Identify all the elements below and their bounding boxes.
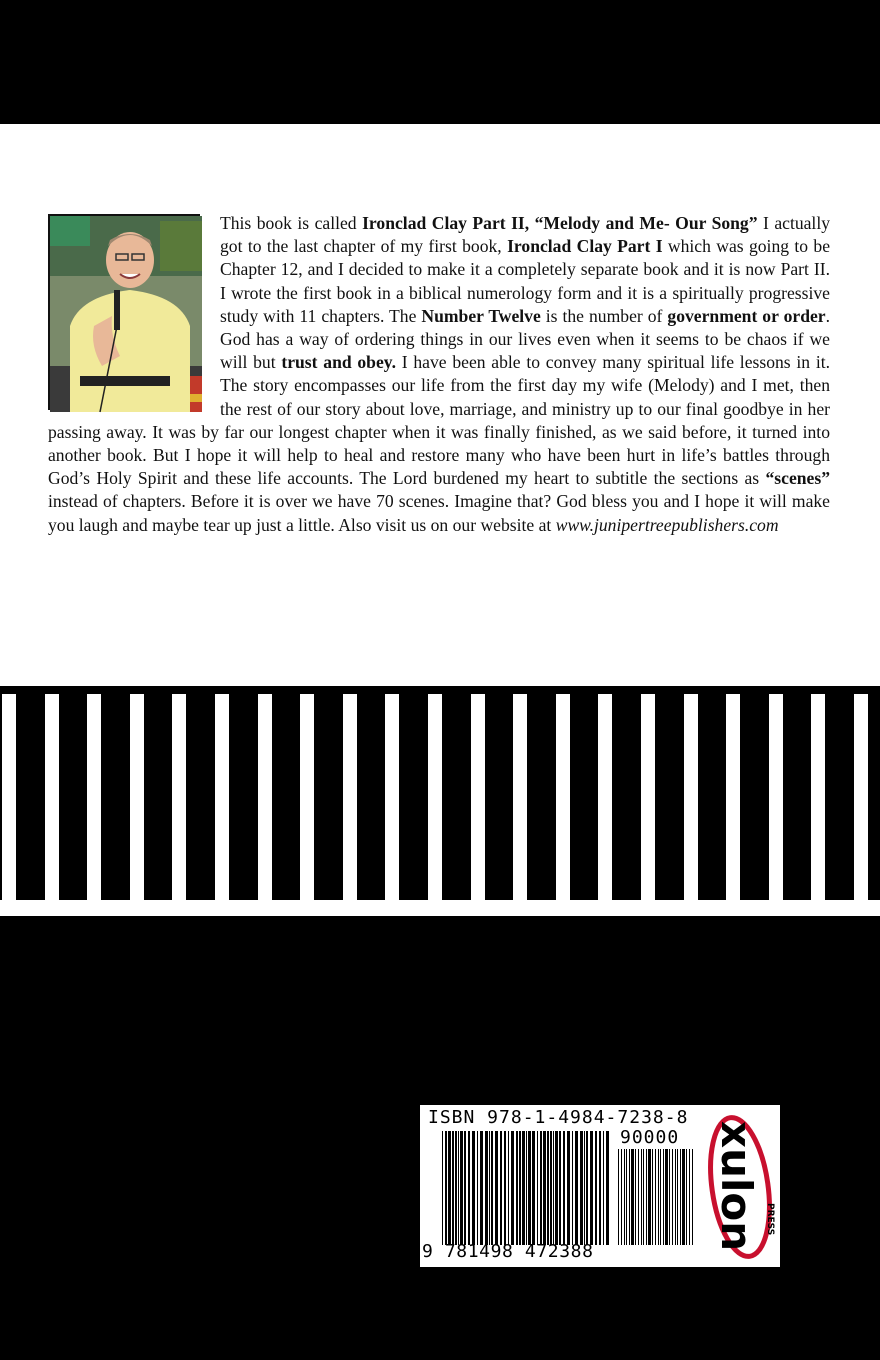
barcode-bar <box>686 1149 687 1245</box>
stripe <box>556 694 570 902</box>
barcode-bar <box>477 1131 478 1245</box>
barcode-bar <box>618 1149 619 1245</box>
barcode-bar <box>480 1131 483 1245</box>
barcode-bar <box>584 1131 585 1245</box>
white-divider-line <box>0 900 880 916</box>
stripe <box>300 694 314 902</box>
website-link[interactable]: www.junipertreepublishers.com <box>555 514 779 535</box>
stripe <box>215 694 229 902</box>
barcode-bar <box>621 1149 622 1245</box>
stripe <box>87 694 101 902</box>
barcode-bar <box>458 1131 459 1245</box>
barcode-bar <box>559 1131 561 1245</box>
barcode-bar <box>646 1149 647 1245</box>
stripe <box>684 694 698 902</box>
stripe <box>2 694 16 902</box>
barcode-bar <box>680 1149 681 1245</box>
barcode-bar <box>675 1149 676 1245</box>
barcode-bar <box>648 1149 651 1245</box>
barcode-bar <box>452 1131 454 1245</box>
stripe <box>854 694 868 902</box>
barcode-bar <box>500 1131 502 1245</box>
barcode-bar <box>464 1131 466 1245</box>
barcode-bar <box>665 1149 668 1245</box>
book-title-part-one: Ironclad Clay Part I <box>507 236 663 257</box>
barcode-bar <box>643 1149 644 1245</box>
barcode-bar <box>563 1131 565 1245</box>
barcode-bar <box>638 1149 639 1245</box>
barcode-bars <box>442 1131 610 1245</box>
barcode-bar <box>655 1149 656 1245</box>
barcode-bar <box>626 1149 627 1245</box>
barcode-bar <box>553 1131 554 1245</box>
blurb-panel <box>0 124 880 686</box>
barcode-bar <box>448 1131 451 1245</box>
barcode-bar <box>485 1131 488 1245</box>
barcode-bar <box>550 1131 552 1245</box>
barcode-bar <box>663 1149 664 1245</box>
barcode-bar <box>555 1131 558 1245</box>
xulon-press-logo <box>702 1113 775 1261</box>
barcode-bar <box>567 1131 570 1245</box>
stripe <box>45 694 59 902</box>
barcode-bar <box>682 1149 685 1245</box>
stripe <box>471 694 485 902</box>
barcode-bar <box>689 1149 690 1245</box>
barcode-bar <box>472 1131 475 1245</box>
barcode-bar <box>537 1131 538 1245</box>
barcode-bar <box>624 1149 625 1245</box>
barcode-bar <box>504 1131 506 1245</box>
stripe <box>172 694 186 902</box>
stripe <box>641 694 655 902</box>
barcode-bar <box>599 1131 601 1245</box>
government-order: government or order <box>667 305 826 326</box>
stripe <box>726 694 740 902</box>
barcode-addon-bars <box>618 1149 694 1245</box>
back-cover-blurb: This book is called Ironclad Clay Part II, “Melody and Me- Our Song” I actually got to the last chapter of my first book, Ironclad Clay Part I which was going to be Chapter 12, and I decided to make it a completely separate book and it is now Part II. I wrote the first book in a biblical numerology form and it is a spiritually progressive study with 11 chapters. The Number Twelve is the number of government or order. God has a way of ordering things in our lives even when it seems to be chaos if we will but trust and obey. I have been able to convey many spiritual life lessons in it. The story encompasses our life from the first day my wife (Melody) and I met, then the rest of our story about love, marriage, and ministry up to our final goodbye in her passing away. It was by far our longest chapter when it was finally finished, as we said before, it turned into another book. But I hope it will help to heal and restore many who have been hurt in life’s battles through God’s Holy Spirit and these life accounts. The Lord burdened my heart to subtitle the sections as “scenes” instead of chapters. Before it is over we have 70 scenes. Imagine that? God bless you and I hope it will make you laugh and maybe tear up just a little. Also visit us on our website at www.junipertreepublishers.com <box>48 213 831 535</box>
stripe <box>258 694 272 902</box>
logo-press: PRESS <box>765 1203 775 1236</box>
barcode-bar <box>677 1149 678 1245</box>
top-black-band <box>0 0 880 124</box>
barcode-bar <box>445 1131 447 1245</box>
stripe <box>598 694 612 902</box>
stripe <box>385 694 399 902</box>
stripe <box>130 694 144 902</box>
barcode-bar <box>672 1149 673 1245</box>
stripe <box>343 694 357 902</box>
barcode-digits: 9 781498 472388 <box>422 1241 594 1262</box>
stripe-row <box>0 688 880 908</box>
barcode-bar <box>586 1131 588 1245</box>
barcode-bar <box>635 1149 636 1245</box>
barcode-bar <box>519 1131 521 1245</box>
book-title-part-two: Ironclad Clay Part II, “Melody and Me- Our Song” <box>362 213 758 233</box>
barcode-bar <box>652 1149 653 1245</box>
isbn-label: ISBN 978-1-4984-7238-8 <box>428 1107 689 1128</box>
barcode-bar <box>543 1131 546 1245</box>
barcode-bar <box>575 1131 578 1245</box>
barcode-bar <box>460 1131 463 1245</box>
barcode-bar <box>522 1131 525 1245</box>
barcode-bar <box>590 1131 593 1245</box>
logo-wordmark: xulon <box>712 1121 761 1252</box>
barcode-bar <box>660 1149 661 1245</box>
barcode-bar <box>631 1149 634 1245</box>
stripe <box>513 694 527 902</box>
price-code: 90000 <box>620 1127 680 1148</box>
barcode-bar <box>629 1149 630 1245</box>
number-twelve: Number Twelve <box>421 305 541 326</box>
barcode-bar <box>468 1131 470 1245</box>
barcode-bar <box>528 1131 531 1245</box>
barcode-bar <box>511 1131 514 1245</box>
barcode-bar <box>658 1149 659 1245</box>
barcode-bar <box>572 1131 573 1245</box>
barcode-bar <box>489 1131 490 1245</box>
barcode-bar <box>580 1131 583 1245</box>
stripe <box>811 694 825 902</box>
trust-obey: trust and obey. <box>281 352 397 373</box>
barcode-bar <box>526 1131 527 1245</box>
barcode-bar <box>455 1131 457 1245</box>
barcode-bar <box>641 1149 642 1245</box>
barcode-bar <box>532 1131 535 1245</box>
barcode-bar <box>669 1149 670 1245</box>
barcode-bar <box>692 1149 693 1245</box>
barcode-bar <box>442 1131 443 1245</box>
barcode-bar <box>491 1131 493 1245</box>
barcode-box <box>420 1105 780 1267</box>
barcode-bar <box>603 1131 604 1245</box>
barcode-bar <box>495 1131 498 1245</box>
barcode-bar <box>547 1131 549 1245</box>
piano-stripe-band <box>0 686 880 916</box>
barcode-bar <box>595 1131 597 1245</box>
barcode-bar <box>606 1131 609 1245</box>
barcode-bar <box>540 1131 542 1245</box>
stripe <box>769 694 783 902</box>
scenes-word: “scenes” <box>765 468 830 489</box>
stripe <box>428 694 442 902</box>
barcode-bar <box>516 1131 518 1245</box>
barcode-bar <box>508 1131 509 1245</box>
